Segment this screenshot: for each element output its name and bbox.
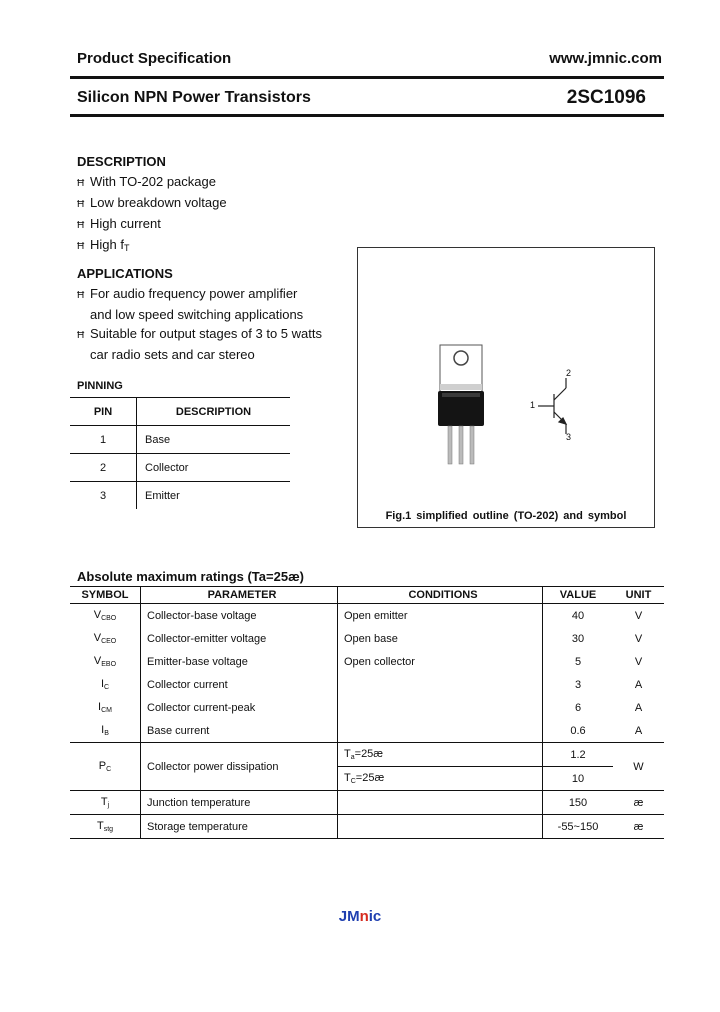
conditions-cell: Open emitter <box>338 604 543 628</box>
pinning-table <box>70 397 290 509</box>
pin-number: 3 <box>70 482 137 510</box>
unit-cell: W <box>613 743 664 791</box>
part-number: 2SC1096 <box>566 87 646 108</box>
pin-description: Collector <box>137 454 291 482</box>
npn-transistor-symbol-icon <box>538 378 566 434</box>
table-row <box>70 454 290 482</box>
conditions-cell: $T_C=25æ$ <box>338 767 543 791</box>
application-item: Ħ For audio frequency power amplifier <box>77 284 322 305</box>
symbol-pin-label: 2 <box>566 368 572 378</box>
value-cell: 30 <box>571 632 585 645</box>
table-row <box>70 604 664 628</box>
to202-package-image <box>438 345 484 464</box>
value-cell: 10 <box>543 767 614 791</box>
symbol-cell: $I_C$ <box>70 673 141 696</box>
value-cell: 1.2 <box>543 743 614 767</box>
parameter-column-header: PARAMETER <box>141 587 338 604</box>
conditions-column-header: CONDITIONS <box>338 587 543 604</box>
value-column-header: VALUE <box>543 587 614 604</box>
table-row <box>70 696 664 719</box>
header-rule <box>70 76 664 79</box>
parameter-cell: Collector current-peak <box>141 696 338 719</box>
table-row <box>70 719 664 743</box>
table-row <box>70 650 664 673</box>
parameter-cell: Collector power dissipation <box>141 743 338 791</box>
pin-description: Emitter <box>145 489 180 502</box>
application-item-continued: car radio sets and car stereo <box>90 347 255 362</box>
ratings-title: Absolute maximum ratings (Ta=25æ) <box>77 569 304 584</box>
description-column-header: DESCRIPTION <box>137 398 291 426</box>
conditions-cell: $T_a=25æ$ <box>338 743 543 767</box>
conditions-cell <box>338 815 543 839</box>
symbol-cell: $T_j$ <box>70 791 141 815</box>
unit-cell: V <box>634 609 643 622</box>
value-cell: 0.6 <box>543 719 614 743</box>
conditions-cell <box>338 673 543 696</box>
symbol-cell: $I_{CM}$ <box>70 696 141 719</box>
applications-section <box>77 266 322 364</box>
jmnic-logo: JMnic <box>338 908 382 925</box>
conditions-cell <box>338 719 543 743</box>
bullet-icon: Ħ <box>77 178 85 189</box>
symbol-cell: $T_{stg}$ <box>70 815 141 839</box>
parameter-cell: Junction temperature <box>141 791 338 815</box>
application-item-continued: and low speed switching applications <box>90 307 304 322</box>
pin-column-header: PIN <box>70 398 137 426</box>
unit-cell: A <box>634 701 643 714</box>
conditions-cell <box>338 696 543 719</box>
value-cell: 40 <box>571 609 585 622</box>
symbol-cell: $V_{EBO}$ <box>70 650 141 673</box>
parameter-cell: Collector-emitter voltage <box>141 627 338 650</box>
parameter-cell: Emitter-base voltage <box>141 650 338 673</box>
symbol-pin-label: 3 <box>566 432 572 442</box>
application-item: Ħ Suitable for output stages of 3 to 5 watts <box>77 324 322 345</box>
symbol-column-header: SYMBOL <box>70 587 141 604</box>
applications-title: APPLICATIONS <box>77 266 173 281</box>
conditions-cell: Open collector <box>338 650 543 673</box>
pinning-header-row <box>70 398 290 426</box>
bullet-icon: Ħ <box>77 199 85 210</box>
bullet-icon: Ħ <box>77 330 85 341</box>
conditions-cell <box>338 791 543 815</box>
value-cell: 6 <box>574 701 582 714</box>
parameter-cell: Collector-base voltage <box>141 604 338 628</box>
figure-caption: Fig.1 simplified outline (TO-202) and symbol <box>385 510 627 522</box>
table-row <box>70 426 290 454</box>
conditions-cell: Open base <box>338 627 543 650</box>
value-cell: -55~150 <box>543 815 614 839</box>
description-item: Ħ High current <box>77 214 227 235</box>
description-item: Ħ Low breakdown voltage <box>77 193 227 214</box>
description-item: Ħ High $f_T$ <box>77 235 227 258</box>
ratings-table <box>70 586 664 839</box>
value-cell: 150 <box>543 791 614 815</box>
header-left: Product Specification <box>77 50 232 67</box>
unit-cell: A <box>613 719 664 743</box>
bullet-icon: Ħ <box>77 220 85 231</box>
symbol-cell: $V_{CEO}$ <box>70 627 141 650</box>
unit-cell: V <box>634 655 643 668</box>
symbol-cell: $I_B$ <box>70 719 141 743</box>
parameter-cell: Collector current <box>141 673 338 696</box>
unit-cell: æ <box>613 815 664 839</box>
value-cell: 5 <box>574 655 582 668</box>
value-cell: 3 <box>574 678 582 691</box>
pin-number: 2 <box>70 454 137 482</box>
ratings-header-row <box>70 587 664 604</box>
document-subtitle: Silicon NPN Power Transistors <box>77 89 311 106</box>
bullet-icon: Ħ <box>77 241 85 252</box>
description-section <box>77 154 227 258</box>
figure-box <box>357 247 655 528</box>
unit-column-header: UNIT <box>613 587 664 604</box>
unit-cell: æ <box>613 791 664 815</box>
description-item: Ħ With TO-202 package <box>77 172 227 193</box>
table-row <box>70 482 290 510</box>
symbol-cell: $P_C$ <box>70 743 141 791</box>
header-website[interactable]: www.jmnic.com <box>549 50 662 67</box>
pinning-title: PINNING <box>77 380 123 392</box>
description-title: DESCRIPTION <box>77 154 166 169</box>
subtitle-rule <box>70 114 664 117</box>
parameter-cell: Base current <box>141 719 338 743</box>
pin-number: 1 <box>70 426 137 454</box>
unit-cell: V <box>634 632 643 645</box>
table-row <box>70 791 664 815</box>
table-row <box>70 815 664 839</box>
pin-description: Base <box>137 426 291 454</box>
table-row <box>70 627 664 650</box>
symbol-cell: $V_{CBO}$ <box>70 604 141 628</box>
unit-cell: A <box>634 678 643 691</box>
table-row <box>70 743 664 767</box>
figure-drawing <box>358 248 654 498</box>
symbol-pin-label: 1 <box>530 400 536 410</box>
table-row <box>70 673 664 696</box>
bullet-icon: Ħ <box>77 290 85 301</box>
parameter-cell: Storage temperature <box>141 815 338 839</box>
